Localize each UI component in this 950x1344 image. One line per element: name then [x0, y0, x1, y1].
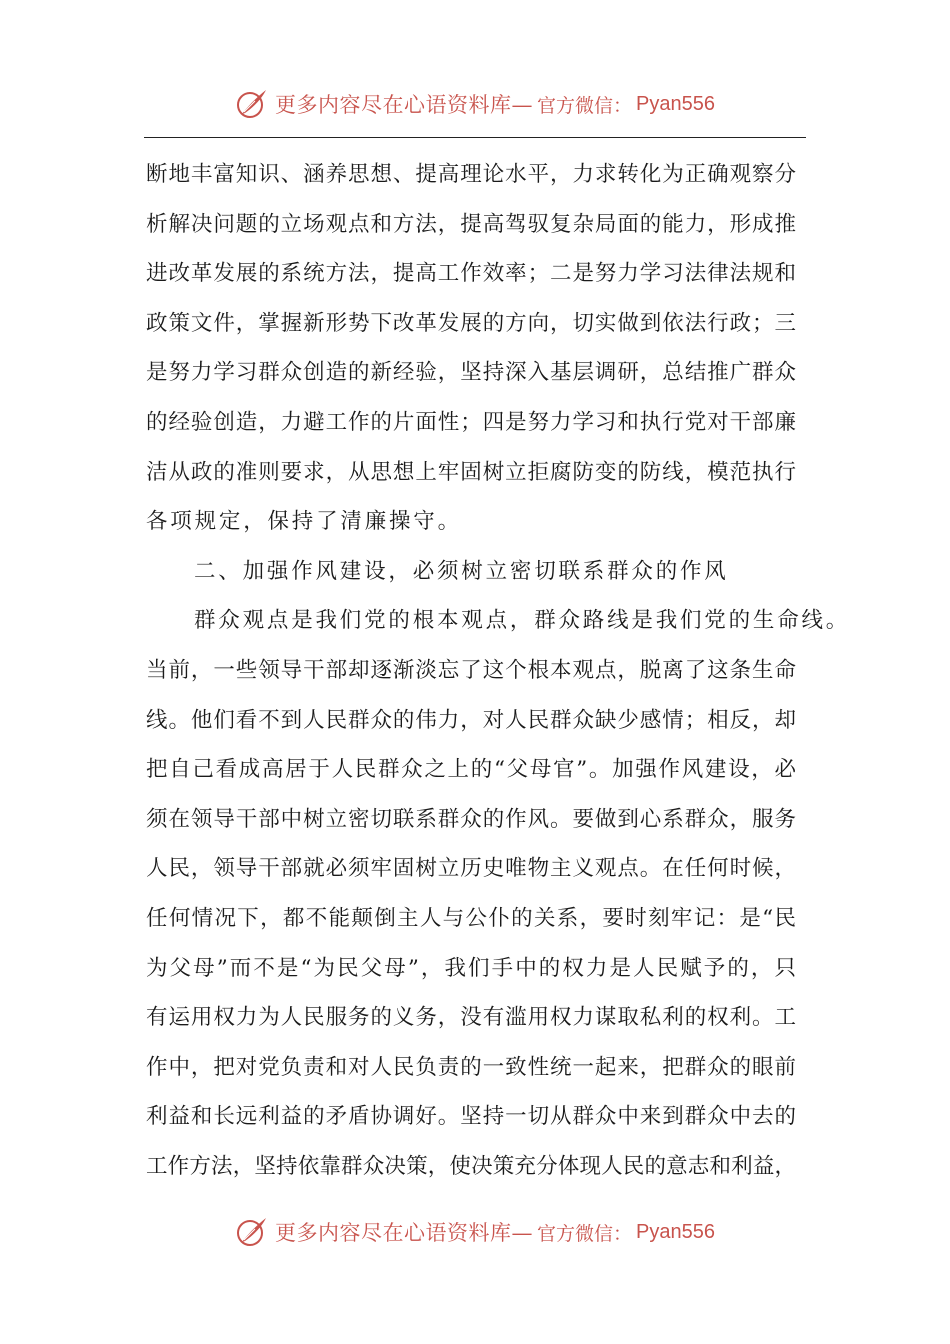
- text-line: 进改革发展的系统方法，提高工作效率；二是努力学习法律法规和: [146, 261, 796, 287]
- text-line: 任何情况下，都不能颠倒主人与公仆的关系，要时刻牢记：是“民: [146, 905, 796, 931]
- quill-logo-icon: [235, 87, 269, 121]
- header-divider: [144, 137, 806, 138]
- text-line: 工作方法，坚持依靠群众决策，使决策充分体现人民的意志和利益，: [146, 1153, 796, 1179]
- text-line: 洁从政的准则要求，从思想上牢固树立拒腐防变的防线，模范执行: [146, 459, 796, 485]
- text-line: 各项规定，保持了清廉操守。: [146, 509, 462, 535]
- banner-title: 更多内容尽在心语资料库—: [275, 93, 533, 117]
- text-line: 须在领导干部中树立密切联系群众的作风。要做到心系群众，服务: [146, 806, 796, 832]
- text-line: 析解决问题的立场观点和方法，提高驾驭复杂局面的能力，形成推: [146, 211, 796, 237]
- text-line: 利益和长远利益的矛盾协调好。坚持一切从群众中来到群众中去的: [146, 1104, 796, 1130]
- text-line: 人民，领导干部就必须牢固树立历史唯物主义观点。在任何时候，: [146, 856, 796, 882]
- text-line: 作中，把对党负责和对人民负责的一致性统一起来，把群众的眼前: [146, 1054, 796, 1080]
- text-line: 断地丰富知识、涵养思想、提高理论水平，力求转化为正确观察分: [146, 162, 796, 187]
- text-line: 的经验创造，力避工作的片面性；四是努力学习和执行党对干部廉: [146, 409, 796, 435]
- banner-wechat-label: 官方微信：: [537, 94, 633, 117]
- text-line: 政策文件，掌握新形势下改革发展的方向，切实做到依法行政；三: [146, 310, 796, 336]
- footer-banner: [0, 1212, 950, 1252]
- text-line: 是努力学习群众创造的新经验，坚持深入基层调研，总结推广群众: [146, 360, 796, 386]
- header-banner: [0, 84, 950, 124]
- text-line: 线。他们看不到人民群众的伟力，对人民群众缺少感情；相反，却: [146, 707, 796, 733]
- quill-logo-icon: [235, 1215, 269, 1249]
- text-line: 把自己看成高居于人民群众之上的“父母官”。加强作风建设，必: [146, 757, 796, 783]
- text-line: 当前，一些领导干部却逐渐淡忘了这个根本观点，脱离了这条生命: [146, 657, 796, 683]
- text-line: 群众观点是我们党的根本观点，群众路线是我们党的生命线。: [194, 608, 851, 634]
- section-heading: 二、加强作风建设，必须树立密切联系群众的作风: [194, 558, 729, 584]
- text-line: 为父母”而不是“为民父母”，我们手中的权力是人民赋予的，只: [146, 955, 796, 981]
- banner-wechat-id: Pyan556: [636, 1220, 715, 1243]
- text-line: 有运用权力为人民服务的义务，没有滥用权力谋取私利的权利。工: [146, 1005, 796, 1031]
- banner-wechat-label: 官方微信：: [537, 1222, 633, 1245]
- document-body: [146, 150, 851, 1191]
- banner-title: 更多内容尽在心语资料库—: [275, 1221, 533, 1245]
- banner-wechat-id: Pyan556: [636, 92, 715, 115]
